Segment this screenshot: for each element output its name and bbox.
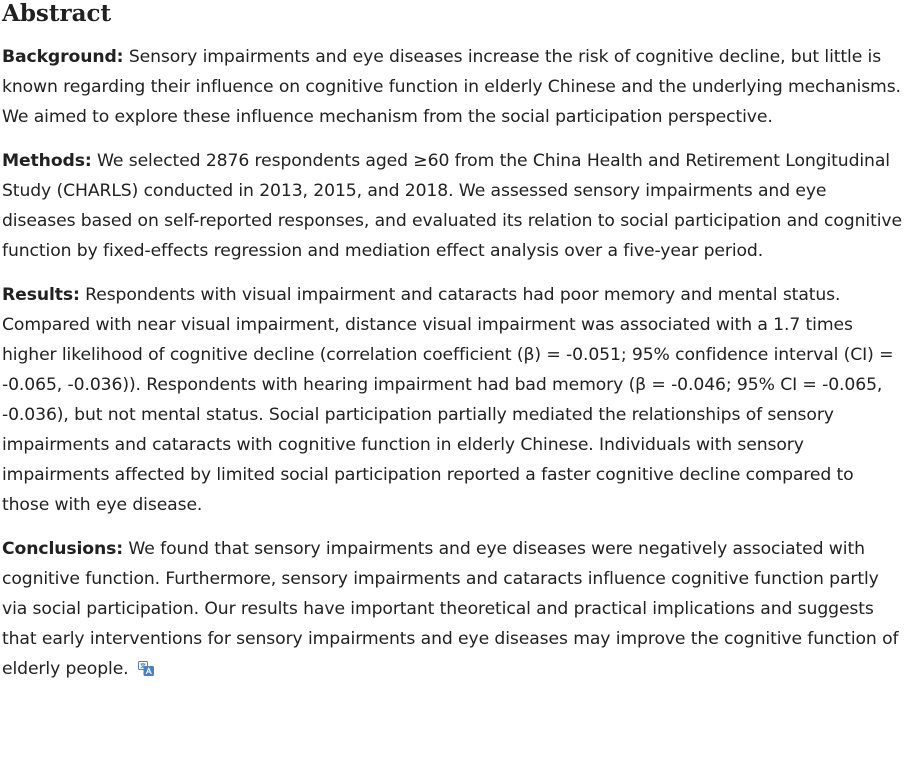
abstract-conclusions (2, 534, 904, 684)
abstract-background (2, 42, 904, 132)
methods-label: Methods: (2, 151, 92, 171)
background-label: Background: (2, 47, 124, 67)
abstract-block (2, 0, 904, 698)
background-text: Sensory impairments and eye diseases increase the risk of cognitive decline, but little is known regarding their influence on cognitive function in elderly Chinese and the underlying mechanisms. We aimed to explore these influence mechanism from the social participation perspective. (2, 47, 901, 127)
abstract-results (2, 280, 904, 520)
conclusions-text: We found that sensory impairments and eye diseases were negatively associated with cognitive function. Furthermore, sensory impairments and cataracts influence cognitive function partly via social participation. Our results have important theoretical and practical implications and suggests that early interventions for sensory impairments and eye diseases may improve the cognitive function of elderly people. (2, 539, 899, 679)
results-label: Results: (2, 285, 80, 305)
abstract-heading: Abstract (2, 0, 112, 27)
translate-icon[interactable] (138, 656, 154, 671)
abstract-methods (2, 146, 904, 266)
conclusions-label: Conclusions: (2, 539, 124, 559)
results-text: Respondents with visual impairment and cataracts had poor memory and mental status. Compared with near visual impairment, distance visual impairment was associated with a 1.7 times higher likelihood of cognitive decline (correlation coefficient (β) = -0.051; 95% confidence interval (CI) = -0.065, -0.036)). Respondents with hearing impairment had bad memory (β = -0.046; 95% CI = -0.065, -0.036), but not mental status. Social participation partially mediated the relationships of sensory impairments and cataracts with cognitive function in elderly Chinese. Individuals with sensory impairments affected by limited social participation reported a faster cognitive decline compared to those with eye disease. (2, 285, 894, 515)
methods-text: We selected 2876 respondents aged ≥60 from the China Health and Retirement Longitudinal Study (CHARLS) conducted in 2013, 2015, and 2018. We assessed sensory impairments and eye diseases based on self-reported responses, and evaluated its relation to social participation and cognitive function by fixed-effects regression and mediation effect analysis over a five-year period. (2, 151, 902, 261)
